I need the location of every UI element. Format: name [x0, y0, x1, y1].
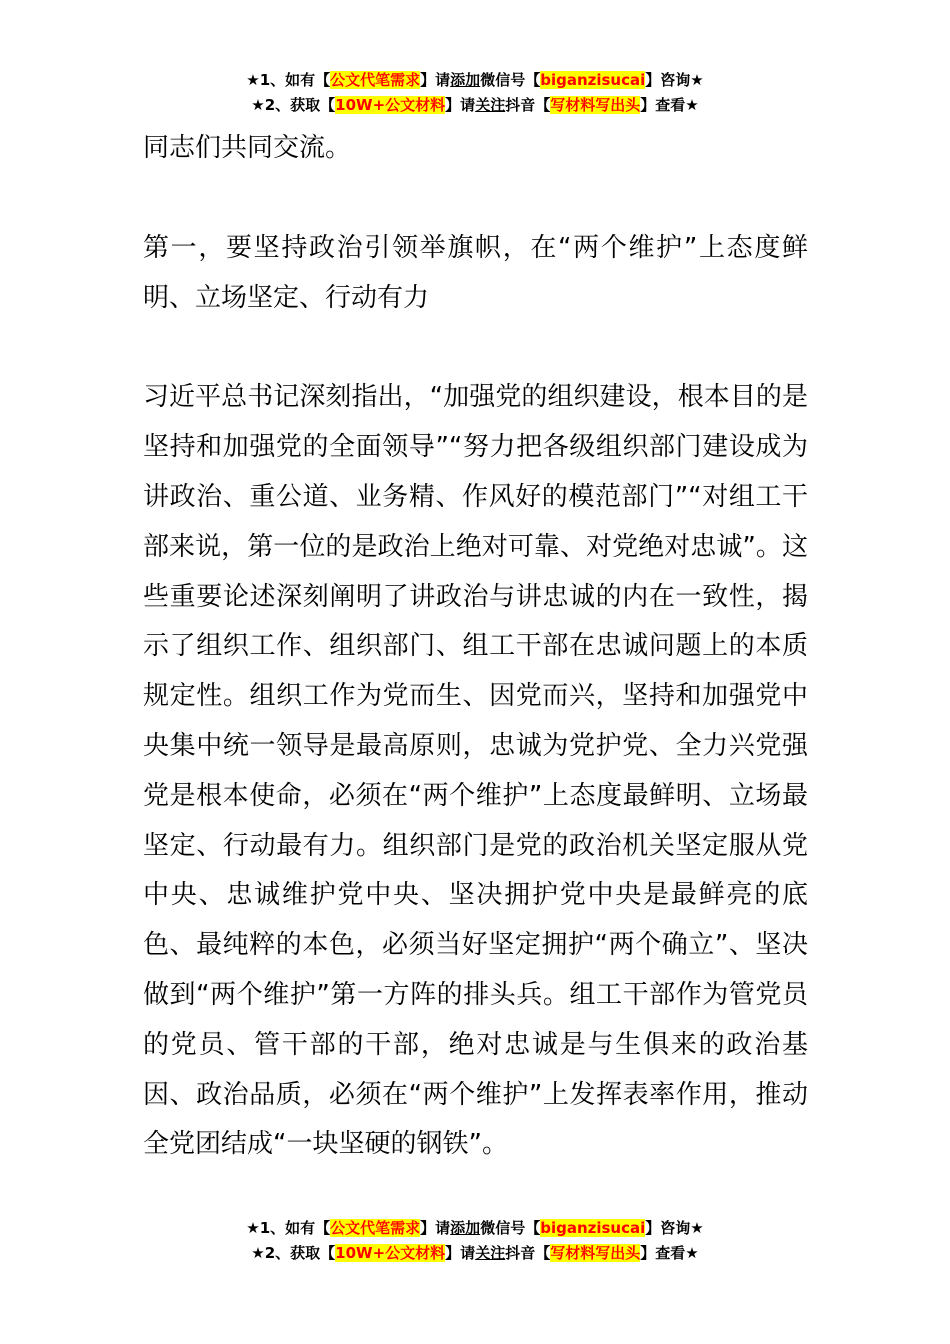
footer-banner [0, 1216, 950, 1266]
banner-underline-text: 关注 [475, 96, 506, 114]
banner-text: 】查看 [640, 1244, 686, 1262]
banner-text: 抖音【 [505, 96, 551, 114]
banner-line-1 [0, 1216, 950, 1241]
highlight-wechat-id: biganzisucai [540, 71, 646, 89]
banner-text: 1、如有【 [259, 1219, 331, 1237]
star-icon: ★ [690, 71, 704, 89]
banner-line-1 [0, 68, 950, 93]
banner-text: 抖音【 [505, 1244, 551, 1262]
banner-text: 】请 [420, 1219, 451, 1237]
star-icon: ★ [690, 1219, 704, 1237]
highlight-douyin-id: 写材料写出头 [550, 96, 641, 114]
banner-text: 】请 [445, 1244, 476, 1262]
banner-text: 2、获取【 [264, 1244, 336, 1262]
star-icon: ★ [685, 1244, 699, 1262]
banner-text: 】查看 [640, 96, 686, 114]
star-icon: ★ [685, 96, 699, 114]
banner-text: 2、获取【 [264, 96, 336, 114]
banner-text: 】咨询 [645, 71, 691, 89]
star-icon: ★ [251, 1244, 265, 1262]
header-banner [0, 68, 950, 118]
banner-text: 微信号【 [480, 71, 541, 89]
paragraph-gap [143, 323, 808, 373]
intro-tail: 同志们共同交流。 [143, 133, 352, 163]
banner-text: 微信号【 [480, 1219, 541, 1237]
highlight-materials: 10W+公文材料 [335, 96, 446, 114]
banner-text: 1、如有【 [259, 71, 331, 89]
banner-underline-text: 添加 [450, 71, 481, 89]
highlight-service: 公文代笔需求 [330, 71, 421, 89]
section-heading: 第一，要坚持政治引领举旗帜，在“两个维护”上态度鲜明、立场坚定、行动有力 [143, 232, 808, 313]
document-body [143, 124, 808, 1170]
banner-underline-text: 添加 [450, 1219, 481, 1237]
banner-text: 】请 [420, 71, 451, 89]
highlight-materials: 10W+公文材料 [335, 1244, 446, 1262]
banner-underline-text: 关注 [475, 1244, 506, 1262]
banner-line-2 [0, 93, 950, 118]
highlight-douyin-id: 写材料写出头 [550, 1244, 641, 1262]
highlight-wechat-id: biganzisucai [540, 1219, 646, 1237]
star-icon: ★ [246, 71, 260, 89]
star-icon: ★ [246, 1219, 260, 1237]
highlight-service: 公文代笔需求 [330, 1219, 421, 1237]
paragraph-gap [143, 174, 808, 224]
banner-line-2 [0, 1241, 950, 1266]
banner-text: 】咨询 [645, 1219, 691, 1237]
body-paragraph: 习近平总书记深刻指出，“加强党的组织建设，根本目的是坚持和加强党的全面领导”“努力把各级组织部门建设成为讲政治、重公道、业务精、作风好的模范部门”“对组工干部来说，第一位的是政治上绝对可靠、对党绝对忠诚”。这些重要论述深刻阐明了讲政治与讲忠诚的内在一致性，揭示了组织工作、组织部门、组工干部在忠诚问题上的本质规定性。组织工作为党而生、因党而兴，坚持和加强党中央集中统一领导是最高原则，忠诚为党护党、全力兴党强党是根本使命，必须在“两个维护”上态度最鲜明、立场最坚定、行动最有力。组织部门是党的政治机关坚定服从党中央、忠诚维护党中央、坚决拥护党中央是最鲜亮的底色、最纯粹的本色，必须当好坚定拥护“两个确立”、坚决做到“两个维护”第一方阵的排头兵。组工干部作为管党员的党员、管干部的干部，绝对忠诚是与生俱来的政治基因、政治品质，必须在“两个维护”上发挥表率作用，推动全党团结成“一块坚硬的钢铁”。 [143, 382, 808, 1160]
star-icon: ★ [251, 96, 265, 114]
banner-text: 】请 [445, 96, 476, 114]
